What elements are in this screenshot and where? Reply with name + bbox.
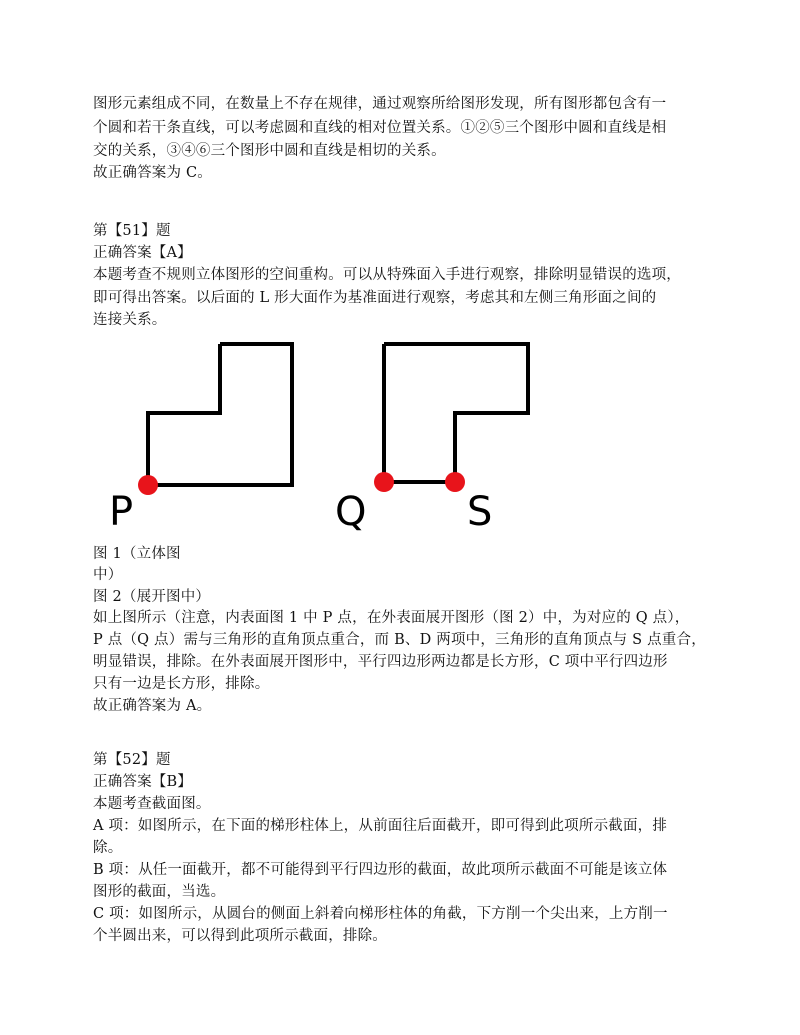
point-s-marker: [445, 472, 465, 492]
paragraph-line: 交的关系，③④⑥三个图形中圆和直线是相切的关系。: [93, 143, 446, 159]
paragraph-line: 连接关系。: [93, 312, 167, 328]
paragraph-line: B 项：从任一面截开，都不可能得到平行四边形的截面，故此项所示截面不可能是该立体: [93, 862, 668, 878]
paragraph-line: C 项：如图所示，从圆台的侧面上斜着向梯形柱体的角截，下方削一个尖出来，上方削一: [93, 906, 668, 922]
paragraph-line: P 点（Q 点）需与三角形的直角顶点重合，而 B、D 两项中，三角形的直角顶点与 S 点重合，: [93, 632, 706, 648]
answer-conclusion: 故正确答案为 A。: [93, 698, 212, 714]
paragraph-line: 只有一边是长方形，排除。: [93, 676, 270, 692]
figure-caption: 中）: [93, 567, 123, 583]
figure-caption: 图 1（立体图: [93, 546, 181, 562]
question-heading: 第【52】题: [93, 752, 171, 768]
label-s: S: [467, 489, 493, 535]
paragraph-line: 如上图所示（注意，内表面图 1 中 P 点，在外表面展开图形（图 2）中，为对应的 Q 点），: [93, 610, 690, 626]
paragraph-line: 图形的截面，当选。: [93, 884, 226, 900]
paragraph-line: 明显错误，排除。在外表面展开图形中，平行四边形两边都是长方形，C 项中平行四边形: [93, 654, 668, 670]
label-q: Q: [335, 489, 367, 535]
paragraph-line: A 项：如图所示，在下面的梯形柱体上，从前面往后面截开，即可得到此项所示截面，排: [93, 818, 668, 834]
figure-caption: 图 2（展开图中）: [93, 589, 211, 605]
point-q-marker: [374, 472, 394, 492]
paragraph-line: 本题考查截面图。: [93, 796, 211, 812]
paragraph-line: 图形元素组成不同，在数量上不存在规律，通过观察所给图形发现，所有图形都包含有一: [93, 96, 667, 112]
paragraph-line: 个半圆出来，可以得到此项所示截面，排除。: [93, 928, 387, 944]
figure1-l-outline: [148, 344, 292, 485]
correct-answer: 正确答案【B】: [93, 774, 193, 790]
answer-conclusion: 故正确答案为 C。: [93, 165, 213, 181]
label-p: P: [109, 489, 134, 535]
paragraph-line: 个圆和若干条直线，可以考虑圆和直线的相对位置关系。①②⑤三个图形中圆和直线是相: [93, 120, 667, 136]
figure2-l-outline: [384, 344, 528, 482]
correct-answer: 正确答案【A】: [93, 245, 192, 261]
question-heading: 第【51】题: [93, 223, 171, 239]
paragraph-line: 即可得出答案。以后面的 L 形大面作为基准面进行观察，考虑其和左侧三角形面之间的: [93, 290, 657, 306]
paragraph-line: 除。: [93, 840, 123, 856]
paragraph-line: 本题考查不规则立体图形的空间重构。可以从特殊面入手进行观察，排除明显错误的选项，: [93, 267, 681, 283]
point-p-marker: [138, 475, 158, 495]
